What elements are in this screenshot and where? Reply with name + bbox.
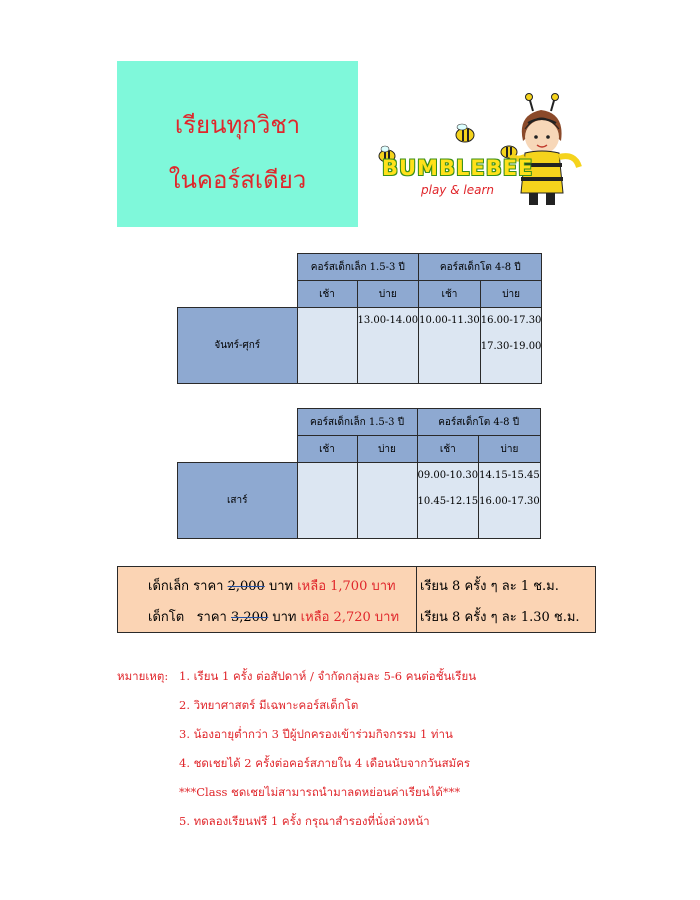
bumblebee-logo	[375, 93, 585, 208]
day-label: เสาร์	[178, 463, 298, 539]
logo-tagline: play & learn	[421, 183, 495, 197]
time-cell	[297, 463, 357, 539]
logo-brand-text: BUMBLEBEE	[382, 156, 534, 180]
time-slot: 17.30-19.00	[480, 341, 542, 352]
afternoon-header: บ่าย	[479, 436, 541, 463]
note-item: 2. วิทยาศาสตร์ มีเฉพาะคอร์สเด็กโต	[179, 698, 359, 712]
note-item: 5. ทดลองเรียนฟรี 1 ครั้ง กรุณาสำรองที่นั่งล่วงหน้า	[179, 814, 430, 828]
time-slot: 10.00-11.30	[419, 315, 480, 326]
pricing-box	[117, 566, 596, 633]
note-item: 3. น้องอายุต่ำกว่า 3 ปีผู้ปกครองเข้าร่วมกิจกรรม 1 ท่าน	[179, 727, 453, 741]
group-big-header: คอร์สเด็กโต 4-8 ปี	[419, 254, 542, 281]
time-cell	[480, 308, 542, 384]
group-small-header: คอร์สเด็กเล็ก 1.5-3 ปี	[297, 409, 417, 436]
time-cell	[419, 308, 481, 384]
group-small-header: คอร์สเด็กเล็ก 1.5-3 ปี	[297, 254, 419, 281]
saturday-schedule-table	[177, 408, 541, 539]
time-cell	[297, 308, 357, 384]
title-line-1: เรียนทุกวิชา	[174, 111, 301, 139]
day-label: จันทร์-ศุกร์	[178, 308, 298, 384]
price-small-unit: บาท	[268, 579, 294, 594]
title-line-2: ในคอร์สเดียว	[168, 166, 307, 194]
title-box	[117, 61, 358, 227]
price-big-new: เหลือ 2,720 บาท	[300, 610, 400, 625]
note-item: 4. ชดเชยได้ 2 ครั้งต่อคอร์สภายใน 4 เดือนนับจากวันสมัคร	[179, 756, 471, 770]
group-big-header: คอร์สเด็กโต 4-8 ปี	[417, 409, 540, 436]
morning-header: เช้า	[297, 281, 357, 308]
time-cell	[357, 308, 419, 384]
afternoon-header: บ่าย	[357, 436, 417, 463]
price-small-old: 2,000	[227, 579, 265, 594]
time-slot: 14.15-15.45	[479, 470, 540, 481]
morning-header: เช้า	[417, 436, 479, 463]
price-small-label: เด็กเล็ก ราคา	[148, 579, 224, 594]
note-item: 1. เรียน 1 ครั้ง ต่อสัปดาห์ / จำกัดกลุ่มละ 5-6 คนต่อชั้นเรียน	[179, 669, 477, 683]
price-big-row	[148, 606, 399, 627]
sessions-small: เรียน 8 ครั้ง ๆ ละ 1 ช.ม.	[420, 579, 559, 594]
time-slot: 09.00-10.30	[417, 470, 479, 481]
afternoon-header: บ่าย	[357, 281, 419, 308]
bee-icon	[456, 124, 474, 142]
price-big-old: 3,200	[231, 610, 269, 625]
morning-header: เช้า	[419, 281, 481, 308]
price-small-row	[148, 575, 396, 596]
time-cell	[417, 463, 479, 539]
time-cell	[479, 463, 541, 539]
girl-figure	[511, 94, 579, 206]
time-slot: 16.00-17.30	[480, 315, 542, 326]
pricing-divider	[416, 567, 417, 632]
morning-header: เช้า	[297, 436, 357, 463]
price-big-unit: บาท	[272, 610, 297, 625]
time-slot: 10.45-12.15	[417, 496, 479, 507]
price-small-new: เหลือ 1,700 บาท	[297, 579, 396, 594]
time-cell	[357, 463, 417, 539]
weekday-schedule-table	[177, 253, 542, 384]
time-slot: 16.00-17.30	[479, 496, 540, 507]
price-big-label: เด็กโต ราคา	[148, 610, 227, 625]
note-item: ***Class ชดเชยไม่สามารถนำมาลดหย่อนค่าเรียนได้***	[179, 785, 461, 799]
sessions-big: เรียน 8 ครั้ง ๆ ละ 1.30 ช.ม.	[420, 610, 580, 625]
time-slot: 13.00-14.00	[357, 315, 419, 326]
notes-label: หมายเหตุ:	[117, 669, 169, 683]
afternoon-header: บ่าย	[480, 281, 542, 308]
